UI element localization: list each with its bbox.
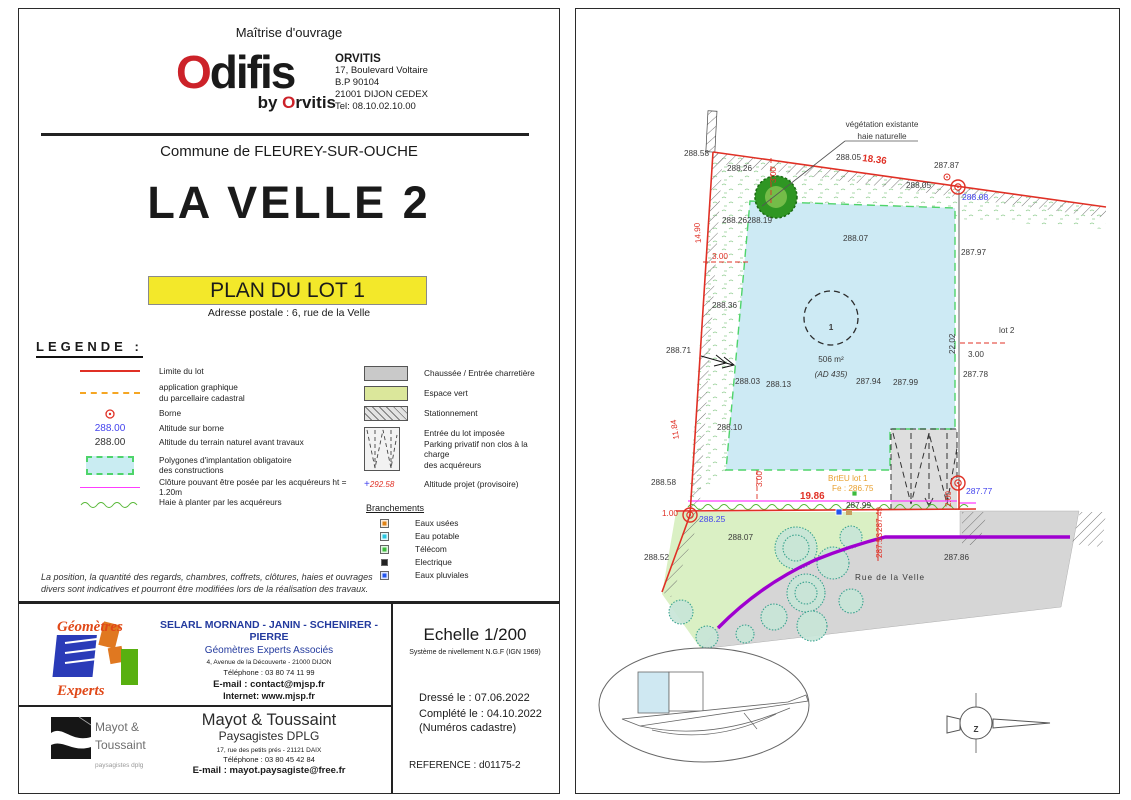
lot-area: 506 m² <box>818 355 844 364</box>
north-arrow <box>947 693 1050 753</box>
odifis-logo-subtext: by Orvitis <box>257 93 336 112</box>
reference-number: REFERENCE : d01175-2 <box>409 760 521 771</box>
surveyor-phone: Téléphone : 03 80 74 11 99 <box>223 668 315 677</box>
legend-item-altitude-borne: 288.00 Altitude sur borne <box>69 421 369 435</box>
street-name: Rue de la Velle <box>855 573 926 582</box>
commune-label: Commune de FLEUREY-SUR-OUCHE <box>160 143 418 160</box>
dim-label: 1.00 <box>662 509 678 518</box>
brteu-note: BrtEU lot 1 <box>828 474 868 483</box>
altitude-label: 287.99 <box>846 501 872 510</box>
landscaper-subtitle: Paysagistes DPLG <box>218 729 320 743</box>
legend-item-eau-potable: Eau potable <box>364 530 554 543</box>
legend-item-eaux-pluviales: Eaux pluviales <box>364 569 554 582</box>
altitude-label: 287.87 <box>934 161 960 170</box>
surveyor-email: E-mail : contact@mjsp.fr <box>213 679 325 690</box>
branchements-heading: Branchements <box>366 503 425 513</box>
altitude-label: 288.36 <box>712 301 738 310</box>
drawn-date: Dressé le : 07.06.2022 <box>419 692 530 704</box>
altitude-label: 288.58 <box>683 149 709 158</box>
altitude-label: 288.71 <box>666 346 692 355</box>
legend-item-eaux-usees: Eaux usées <box>364 517 554 530</box>
legend-item-haie: Haie à planter par les acquéreurs <box>69 494 369 510</box>
surveyor-subtitle: Géomètres Experts Associés <box>204 645 334 656</box>
legend-item-entree-imposee: Entrée du lot imposée Parking privatif non clos à la charge des acquéreurs <box>364 423 554 475</box>
altitude-label: 288.19 <box>747 216 773 225</box>
altitude-label: 288.08 <box>962 192 989 202</box>
altitude-label: 287.77 <box>966 486 993 496</box>
client-phone: Tel: 08.10.02.10.00 <box>335 101 416 112</box>
altitude-label: 288.05 <box>836 153 862 162</box>
legend-item-altitude-projet: + 292.58 Altitude projet (provisoire) <box>364 478 519 490</box>
pole-symbol <box>706 111 717 152</box>
altitude-label: 287.97 <box>961 248 987 257</box>
legend-item-altitude-terrain: 288.00 Altitude du terrain naturel avant travaux <box>69 435 369 450</box>
project-altitude-label: 287.49 <box>875 506 884 532</box>
odifis-logo-text: Odifis <box>176 46 295 98</box>
dim-label: 3.00 <box>968 350 984 359</box>
client-name: ORVITIS <box>335 53 381 65</box>
dim-label: 3.00 <box>712 252 728 261</box>
altitude-label: 287.94 <box>856 377 882 386</box>
altitude-label: 288.26 <box>727 164 753 173</box>
maitrise-label: Maîtrise d'ouvrage <box>235 25 343 40</box>
postal-address: Adresse postale : 6, rue de la Velle <box>207 307 371 319</box>
project-altitude-sample: + 292.58 <box>364 478 395 490</box>
lot2-label: lot 2 <box>999 326 1015 335</box>
legend-item-cloture: Clôture pouvant être posée par les acquéreurs ht = 1.20m <box>69 480 369 494</box>
altitude-label: 288.52 <box>644 553 670 562</box>
client-address-line: B.P 90104 <box>335 77 380 88</box>
disclaimer: La position, la quantité des regards, chambres, coffrets, clôtures, haies et ouvrages divers sont indicatives et pourront être modifiées lors de la réalisation des travaux. <box>41 572 373 594</box>
construction-polygon <box>726 201 955 470</box>
minimap-lot-highlight <box>638 672 669 713</box>
altitude-label: 288.13 <box>766 380 792 389</box>
page-title: LA VELLE 2 <box>147 177 431 228</box>
vegetation-label: haie naturelle <box>857 132 907 141</box>
legend-item-electrique: Electrique <box>364 556 554 569</box>
svg-text:Experts: Experts <box>57 683 105 699</box>
svg-text:Toussaint: Toussaint <box>95 738 146 752</box>
project-altitude-label: 287.53 <box>875 532 884 558</box>
legend-item-cadastre: application graphique du parcellaire cadastral <box>69 379 369 406</box>
landscaper-email: E-mail : mayot.paysagiste@free.fr <box>192 765 346 776</box>
altitude-label: 288.58 <box>651 478 677 487</box>
north-letter: Z <box>973 725 979 734</box>
completed-date: Complété le : 04.10.2022 <box>419 708 542 720</box>
svg-text:paysagistes dplg: paysagistes dplg <box>95 762 144 769</box>
legend-item-telecom: Télécom <box>364 543 554 556</box>
legend-item-borne: Borne <box>69 406 369 421</box>
legend-item-polygones: Polygones d'implantation obligatoire des constructions <box>69 450 369 480</box>
legend-heading: LEGENDE : <box>36 339 143 354</box>
landscaper-phone: Téléphone : 03 80 45 42 84 <box>223 755 315 764</box>
black-altitude-sample: 288.00 <box>94 437 126 448</box>
landscaper-address: 17, rue des petits prés - 21121 DAIX <box>216 747 322 754</box>
legend-item-limite: Limite du lot <box>69 363 369 379</box>
altitude-label: 288.03 <box>735 377 761 386</box>
scale-label: Echelle 1/200 <box>423 625 527 644</box>
altitude-label: 288.26 <box>722 216 748 225</box>
altitude-label: 288.07 <box>728 533 754 542</box>
leveling-system-label: Système de nivellement N.G.F (IGN 1969) <box>409 649 541 656</box>
legend-item-chaussee: Chaussée / Entrée charretière <box>364 363 554 383</box>
landscaper-name: Mayot & Toussaint <box>201 711 337 729</box>
dim-label: 14.90 <box>692 222 703 244</box>
surveyor-address: 4, Avenue de la Découverte - 21000 DIJON <box>206 659 332 666</box>
svg-text:Géomètres: Géomètres <box>57 619 123 635</box>
blue-altitude-sample: 288.00 <box>94 422 126 434</box>
altitude-label: 288.05 <box>906 181 932 190</box>
dim-label: 22.02 <box>948 333 957 354</box>
dim-label: 18.36 <box>861 153 888 167</box>
altitude-label: 287.78 <box>963 370 989 379</box>
client-address-line: 21001 DIJON CEDEX <box>335 89 428 100</box>
legend-item-stationnement: Stationnement <box>364 403 554 423</box>
dim-label: 3.00 <box>769 167 778 183</box>
altitude-label: 287.86 <box>944 553 970 562</box>
dim-label: 3.00 <box>755 471 764 487</box>
surveyor-website: Internet: www.mjsp.fr <box>223 691 315 701</box>
dim-label: 19.86 <box>800 491 825 502</box>
location-minimap <box>599 648 809 762</box>
brteu-note: Fe : 286.75 <box>832 484 874 493</box>
lot-number: 1 <box>828 323 834 332</box>
dim-label: 2.00 <box>944 491 953 507</box>
svg-text:Mayot &: Mayot & <box>95 720 140 734</box>
surveyor-name: SELARL MORNAND - JANIN - SCHENIRER - PIERRE <box>160 619 378 643</box>
dim-label: 11.84 <box>668 419 681 441</box>
vegetation-label: végétation existante <box>845 120 919 129</box>
altitude-label: 288.25 <box>699 514 726 524</box>
altitude-label: 288.10 <box>717 423 743 432</box>
altitude-label: 288.07 <box>843 234 869 243</box>
client-address-line: 17, Boulevard Voltaire <box>335 65 428 76</box>
altitude-label: 287.99 <box>893 378 919 387</box>
plan-title-box: PLAN DU LOT 1 <box>148 276 427 305</box>
parcel-reference: (AD 435) <box>814 370 848 379</box>
legend-item-espace-vert: Espace vert <box>364 383 554 403</box>
cadastre-note: (Numéros cadastre) <box>419 722 517 734</box>
